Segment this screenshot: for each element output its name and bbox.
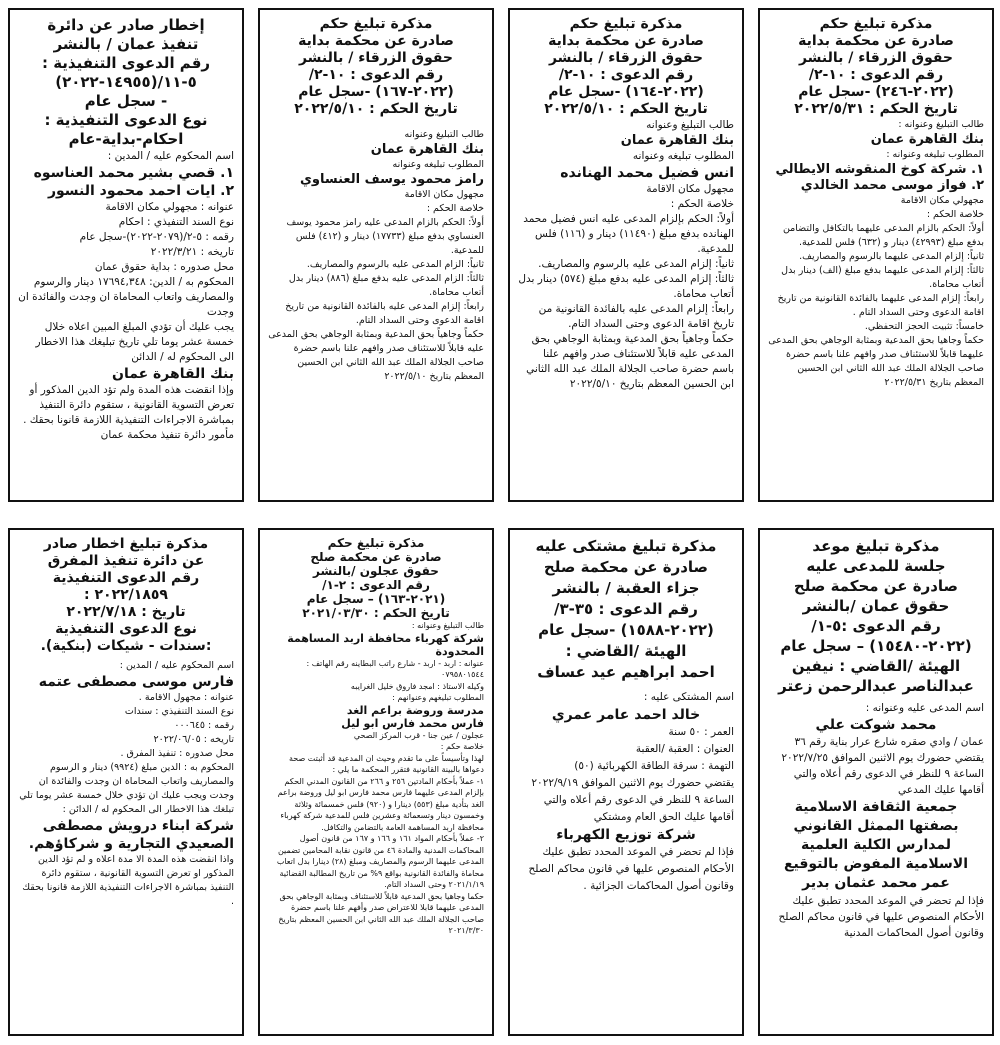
notice-judgment-anas xyxy=(508,8,744,502)
notice-header: مذكرة تبليغ حكم صادرة عن محكمة بداية حقوق الزرقاء / بالنشر رقم الدعوى : ١٠-٢/ (٢٠٢٢-١٦٧) -سجل عام تاريخ الحكم : ٢٠٢٢/٥/١٠ xyxy=(294,16,458,117)
notice-hearing-amman xyxy=(758,528,994,1036)
notice-header: مذكرة تبليغ مشتكى عليه صادرة عن محكمة صلح جزاء العقبة / بالنشر رقم الدعوى : ٣٥-٣/ (٢٠٢٢-١٥٨٨) -سجل عام الهيئة /القاضي : احمد ابراهيم عيد عساف xyxy=(535,537,717,681)
notice-judgment-ramez xyxy=(258,8,494,502)
notice-body: اسم المشتكى عليه : خالد احمد عامر عمري العمر : ٥٠ سنة العنوان : العقبة /العقبة التهمة : سرقة الطاقة الكهربائية (٥٠) يقتضي حضورك يوم الاثنين الموافق ٢٠٢٢/٩/١٩ الساعة ٩ للنظر في الدعوى رقم أعلاه والتي أقامها عليك الحق العام ومشتكي شركة توزيع الكهرباء فإذا لم تحضر في الموعد المحدد تطبق عليك الأحكام المنصوص عليها في قانون محاكم الصلح وقانون أصول المحاكمات الجزائية . xyxy=(528,691,734,892)
notice-body: طالب التبليغ وعنوانه بنك القاهرة عمان المطلوب تبليغه وعنوانه انس فضيل محمد الهنانده مجهول مكان الاقامة خلاصة الحكم : أولاً: الحكم بإلزام المدعى عليه انس فضيل محمد الهنانده بدفع مبلغ (١١٤٩٠) دينار و (١١٦) فلس للمدعية. ثانياً: إلزام المدعى عليه بالرسوم والمصاريف. ثالثاً: إلزام المدعى عليه بدفع مبلغ (٥٧٤) دينار بدل أتعاب محاماة. رابعاً: إلزام المدعى عليه بالفائدة القانونية من تاريخ اقامة الدعوى وحتى السداد التام. حكماً وجاهياً بحق المدعية وبمثابة الوجاهي بحق المدعى عليه قابلاً للاستئناف صدر وافهم علنا باسم حضرة صاحب الجلالة الملك عبد الله الثاني ابن الحسين المعظم بتاريخ ٢٠٢٢/٥/١٠ xyxy=(518,119,734,390)
notice-header: مذكرة تبليغ حكم صادرة عن محكمة بداية حقوق الزرقاء / بالنشر رقم الدعوى : ١٠-٢/ (٢٠٢٢-٢٤٦) -سجل عام تاريخ الحكم : ٢٠٢٢/٥/٣١ xyxy=(794,16,958,117)
notice-header: مذكرة تبليغ موعد جلسة للمدعى عليه صادرة عن محكمة صلح حقوق عمان /بالنشر رقم الدعوى :٥-١/ (٢٠٢٢-١٥٤٨٠) – سجل عام الهيئة /القاضي : نيفين عبدالناصر عبدالرحمن زعتر xyxy=(778,537,974,695)
notice-defendant-aqaba xyxy=(508,528,744,1036)
notice-body: اسم المحكوم عليه / المدين : ١. قصي بشير محمد العناسوه ٢. ايات احمد محمود النسور عنوانه : مجهولي مكان الاقامة نوع السند التنفيذي : احكام رقمه : ٥-٢/(٢٠٧٩-٢٠٢٢)-سجل عام تاريخه : ٢٠٢٢/٣/٢١ محل صدوره : بداية حقوق عمان المحكوم به / الدين: ١٧٦٩٤,٣٤٨ دينار والرسوم والمصاريف واتعاب المحاماة ان وجدت والفائدة ان وجدت يجب عليك أن تؤدي المبلغ المبين اعلاه خلال خمسة عشر يوما تلي تاريخ تبليغك هذا الاخطار الى المحكوم له / الدائن بنك القاهرة عمان وإذا انقضت هذه المدة ولم تؤد الدين المذكور أو تعرض التسوية القانونية ، ستقوم دائرة التنفيذ بمباشرة الاجراءات التنفيذية اللازمة قانونا بحقك . مأمور دائرة تنفيذ محكمة عمان xyxy=(18,150,234,441)
notice-header: مذكرة تبليغ حكم صادرة عن محكمة بداية حقوق الزرقاء / بالنشر رقم الدعوى : ١٠-٢/ (٢٠٢٢-١٦٤) -سجل عام تاريخ الحكم : ٢٠٢٢/٥/١٠ xyxy=(544,16,708,117)
notice-judgment-ajloun xyxy=(258,528,494,1036)
notice-judgment-koch xyxy=(758,8,994,502)
notice-body: اسم المحكوم عليه / المدين : فارس موسى مصطفى عتمه عنوانه : مجهول الاقامة . نوع السند التنفيذي : سندات رقمه : ٠٠٠٦٤٥ تاريخه : ٢٠٢٢/٠٦/٠٥ محل صدوره : تنفيذ المفرق . المحكوم به : الدين مبلغ (٩٩٢٤) دينار و الرسوم والمصاريف واتعاب المحاماة ان وجدت والفائدة ان وجدت ويجب عليك ان تؤدي خلال خمسة عشر يوما تلي تبلغك هذا الاخطار الى المحكوم له / الدائن : شركة ابناء درويش مصطفى الصعيدي التجارية و شركاؤهم. واذا انقضت هذه المدة الا مدة اعلاه و لم تؤد الدين المذكور او تعرض التسوية القانونية ، ستقوم دائرة التنفيذ بمباشرة الاجراءات التنفيذية اللازمة قانونا بحقك . xyxy=(19,660,234,907)
notice-execution-mafraq xyxy=(8,528,244,1036)
notice-body: طالب التبليغ وعنوانه بنك القاهرة عمان المطلوب تبليغه وعنوانه رامز محمود يوسف العنساوي مجهول مكان الاقامة خلاصة الحكم : أولاً: الحكم بالزام المدعى عليه رامز محمود يوسف العنساوي بدفع مبلغ (١٧٧٣٣) دينار و (٤١٢) فلس للمدعية. ثانياً: الزام المدعى عليه بالرسوم والمصاريف. ثالثاً: الزام المدعى عليه بدفع مبلغ (٨٨٦) دينار بدل أتعاب محاماة. رابعاً: إلزام المدعى عليه بالفائدة القانونية من تاريخ اقامة الدعوى وحتى السداد التام. حكماً وجاهياً بحق المدعية وبمثابة الوجاهي بحق المدعى عليه قابلاً للاستئناف صدر وافهم علنا باسم حضرة صاحب الجلالة الملك عبد الله الثاني ابن الحسين المعظم بتاريخ ٢٠٢٢/٥/١٠ xyxy=(268,129,484,382)
notice-body: طالب التبليغ وعنوانه : شركة كهرباء محافظة اربد المساهمة المحدودة عنوانه : اربد - اربد - شارع راتب البطاينه رقم الهاتف : ٠٧٩٥٨٠١٥٤٤ وكيله الاستاذ : امجد فاروق خليل الغرايبه المطلوب تبليغهم وعنوانهم : مدرسة وروضة براعم الغد فارس محمد فارس ابو ليل عجلون / عين جنا - قرب المركز الصحي خلاصة حكم : لهذا وتأسيساً على ما تقدم وحيث ان المدعية قد أثبتت صحة دعواها بالبينة القانونية فتقرر المحكمة ما يلي : ١- عملاً بأحكام المادتين ٢٥٦ و ٢٦٦ من القانون المدني الحكم بإلزام المدعى عليهما فارس محمد فارس ابو ليل وروضة براعم الغد بتأدية مبلغ (٥٥٣) دينارا و (٩٢٠) فلس خمسمائة وثلاثة وخمسون دينار وتسعمائة وعشرين فلس للمدعية شركة كهرباء محافظة اربد المساهمة العامة بالتضامن والتكافل. ٢- عملاً بأحكام المواد ١٦١ و ١٦٦ و ١٦٧ من قانون أصول المحاكمات المدنية والمادة ٤٦ من قانون نقابة المحامين تضمين المدعى عليهما الرسوم والمصاريف ومبلغ (٢٨) دينارا بدل اتعاب محاماة والفائدة القانونية بواقع ٩% من تاريخ المطالبة القضائية ٢٠٢١/١/١٩ وحتى السداد التام. حكما وجاهيا بحق المدعية قابلاً للاستئناف وبمثابة الوجاهي بحق المدعى عليهما قابلا للاعتراض صدر وأفهم علنا باسم حضرة صاحب الجلالة الملك عبد الله الثاني ابن الحسين المعظم بتاريخ ٢٠٢١/٣/٣٠ xyxy=(276,621,484,935)
notice-body: اسم المدعى عليه وعنوانه : محمد شوكت علي عمان / وادي صقره شارع عرار بناية رقم ٣٦ يقتضي حضورك يوم الاثنين الموافق ٢٠٢٢/٧/٢٥ الساعة ٩ للنظر في الدعوى رقم أعلاه والتي أقامها عليك المدعي جمعية الثقافة الاسلامية بصفتها الممثل القانوني لمدارس الكلية العلمية الاسلامية المفوض بالتوقيع عمر محمد عثمان بدير فإذا لم تحضر في الموعد المحدد تطبق عليك الأحكام المنصوص عليها في قانون محاكم الصلح وقانون أصول المحاكمات المدنية xyxy=(778,702,984,939)
notice-body: طالب التبليغ وعنوانه : بنك القاهرة عمان المطلوب تبليغه وعنوانه : ١. شركة كوخ المنقوشه الايطالي ٢. فواز موسى محمد الخالدي مجهولي مكان الاقامة خلاصة الحكم : أولاً: الحكم بالزام المدعى عليهما بالتكافل والتضامن بدفع مبلغ (٤٢٩٩٣) دينار و (٦٣٢) فلس للمدعية. ثانياً: إلزام المدعى عليهما بالرسوم والمصاريف. ثالثاً: إلزام المدعى عليهما بدفع مبلغ (الف) دينار بدل أتعاب محاماة. رابعاً: إلزام المدعى عليهما بالفائدة القانونية من تاريخ اقامة الدعوى وحتى السداد التام . خامساً: تثبيت الحجز التحفظي. حكماً وجاهيا بحق المدعية وبمثابة الوجاهي بحق المدعى عليهما قابلاً للاستئناف صدر وافهم علنا باسم حضرة صاحب الجلالة الملك عبد الله الثاني ابن الحسين المعظم بتاريخ ٢٠٢٢/٥/٣١ xyxy=(768,119,984,388)
notice-execution-amman xyxy=(8,8,244,502)
notice-header: مذكرة تبليغ اخطار صادر عن دائرة تنفيذ المفرق رقم الدعوى التنفيذية ٢٠٢٢/١٨٥٩ : تاريخ : ٢٠٢٢/٧/١٨ نوع الدعوى التنفيذية :سندات - شيكات (بنكية). xyxy=(40,536,212,654)
notice-header: مذكرة تبليغ حكم صادرة عن محكمة صلح حقوق عجلون /بالنشر رقم الدعوى : ٢-١/ (٢٠٢١-١٦٣) – سجل عام تاريخ الحكم : ٢٠٢١/٠٣/٣٠ xyxy=(302,536,450,620)
notice-header: إخطار صادر عن دائرة تنفيذ عمان / بالنشر رقم الدعوى التنفيذية : ٥-١١/(١٤٩٥٥-٢٠٢٢) - سجل عام نوع الدعوى التنفيذية : احكام-بداية-عام xyxy=(41,16,211,148)
